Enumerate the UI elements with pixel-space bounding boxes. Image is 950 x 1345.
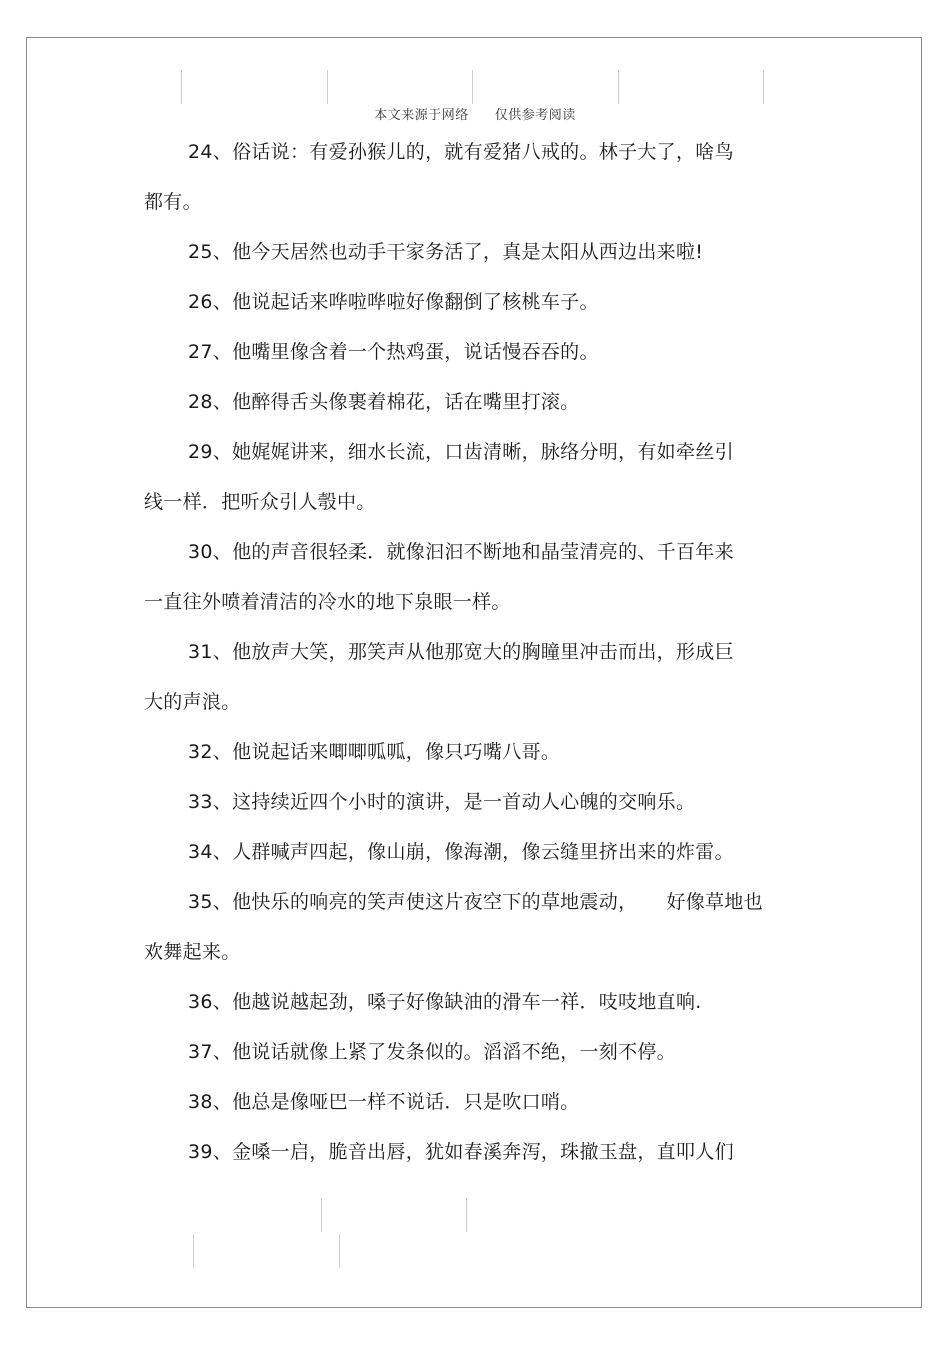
paragraph-line: 37、他说话就像上紧了发条似的。滔滔不绝，一刻不停。 — [188, 1041, 676, 1063]
paragraph-line: 24、俗话说：有爱孙猴儿的，就有爱猪八戒的。林子大了，啥鸟 — [188, 141, 734, 163]
source-disclaimer — [0, 104, 950, 123]
paragraph-line: 欢舞起来。 — [144, 941, 241, 963]
paragraph-line: 32、他说起话来唧唧呱呱，像只巧嘴八哥。 — [188, 741, 561, 763]
top-mark — [618, 70, 619, 104]
paragraph-line: 39、金嗓一启，脆音出唇，犹如春溪奔泻，珠撤玉盘，直叩人们 — [188, 1141, 734, 1163]
paragraph-line: 38、他总是像哑巴一样不说话．只是吹口哨。 — [188, 1091, 580, 1113]
paragraph-line: 大的声浪。 — [144, 691, 241, 713]
top-mark — [327, 70, 328, 104]
paragraph-line: 31、他放声大笑，那笑声从他那宽大的胸瞳里冲击而出，形成巨 — [188, 641, 734, 663]
paragraph-line: 36、他越说越起劲，嗓子好像缺油的滑车一祥．吱吱地直响. — [188, 991, 702, 1013]
paragraph-line: 28、他醉得舌头像裹着棉花，话在嘴里打滚。 — [188, 391, 580, 413]
paragraph-line: 34、人群喊声四起，像山崩，像海潮，像云缝里挤出来的炸雷。 — [188, 841, 734, 863]
paragraph-line: 30、他的声音很轻柔．就像汩汩不断地和晶莹清亮的、千百年来 — [188, 541, 734, 563]
top-mark — [181, 70, 182, 104]
paragraph-line: 26、他说起话来哗啦哗啦好像翻倒了核桃车子。 — [188, 291, 599, 313]
bottom-mark — [339, 1234, 340, 1268]
bottom-mark — [466, 1198, 467, 1232]
paragraph-line: 35、他快乐的响亮的笑声使这片夜空下的草地震动， 好像草地也 — [188, 891, 763, 913]
reference-note: 仅供参考阅读 — [494, 108, 576, 123]
bottom-mark — [321, 1198, 322, 1232]
bottom-mark — [193, 1234, 194, 1268]
paragraph-line: 29、她娓娓讲来，细水长流，口齿清晰，脉络分明，有如牵丝引 — [188, 441, 734, 463]
paragraph-line: 线一样．把听众引人彀中。 — [144, 491, 376, 513]
paragraph-line: 都有。 — [144, 191, 202, 213]
document-body — [144, 127, 804, 1177]
top-mark — [472, 70, 473, 104]
top-mark — [763, 70, 764, 104]
paragraph-line: 一直往外喷着清洁的冷水的地下泉眼一样。 — [144, 591, 511, 613]
paragraph-line: 25、他今天居然也动手干家务活了，真是太阳从西边出来啦! — [188, 241, 704, 263]
source-note: 本文来源于网络 — [374, 108, 469, 123]
paragraph-line: 33、这持续近四个小时的演讲，是一首动人心魄的交响乐。 — [188, 791, 696, 813]
paragraph-line: 27、他嘴里像含着一个热鸡蛋，说话慢吞吞的。 — [188, 341, 599, 363]
